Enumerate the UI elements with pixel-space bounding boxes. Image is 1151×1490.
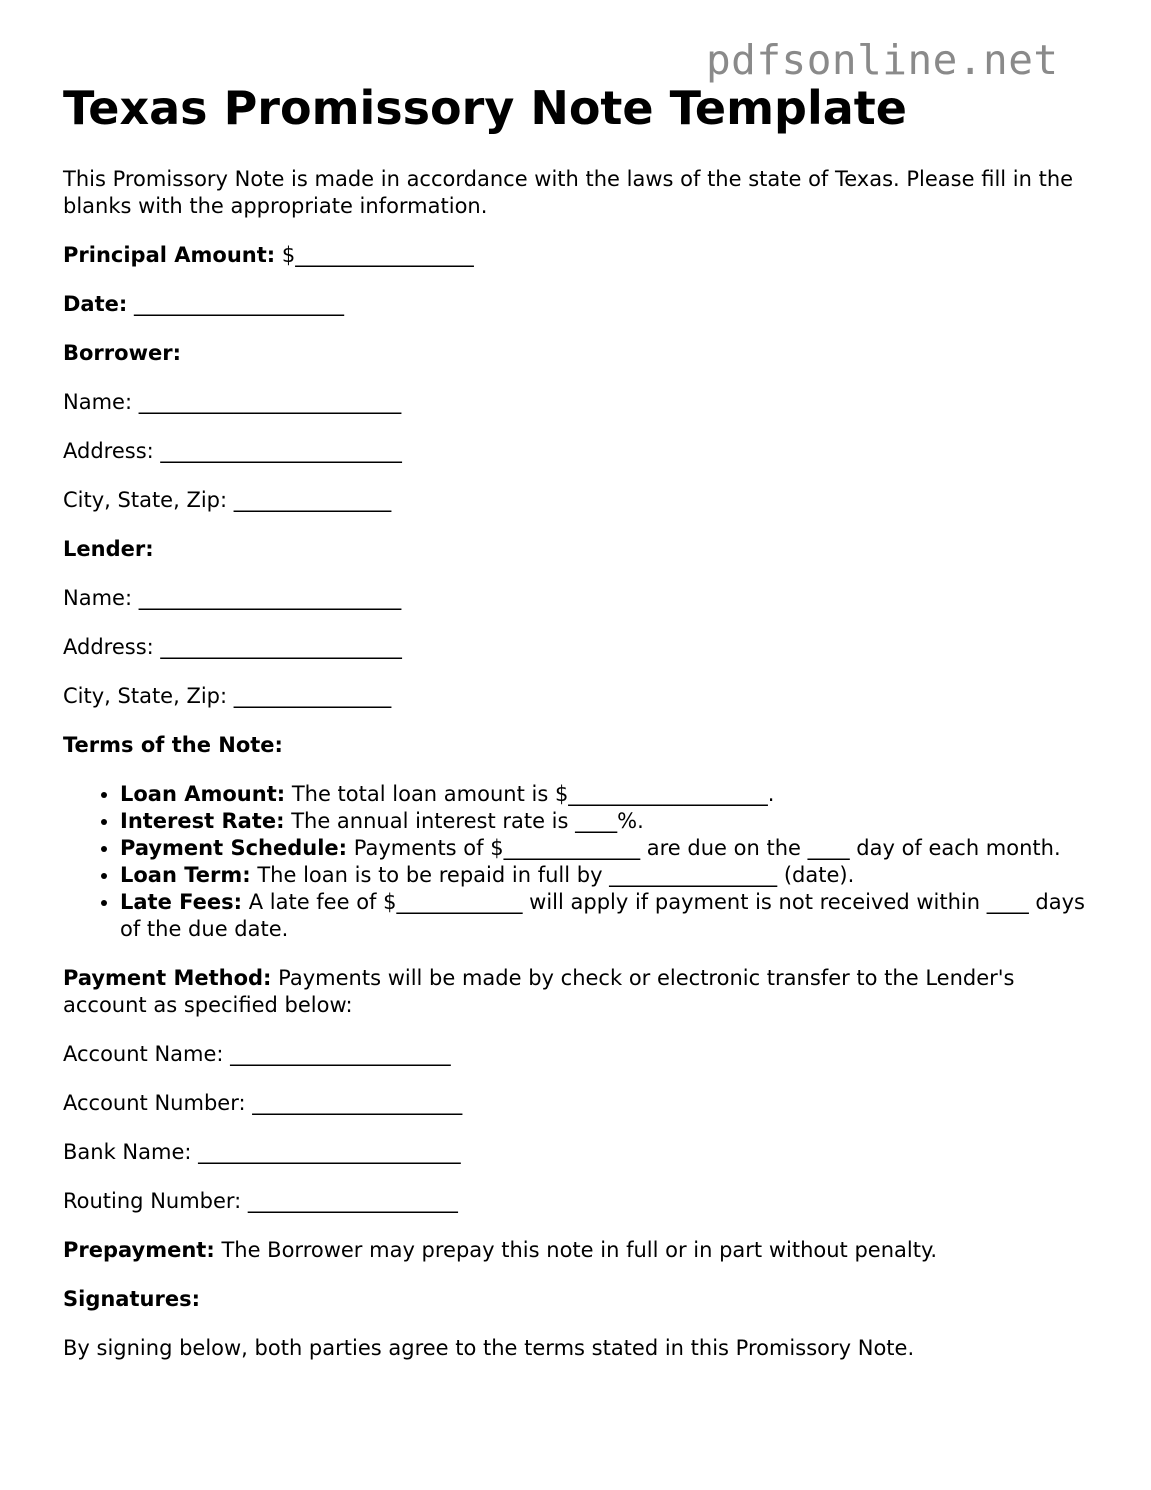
borrower-heading-text: Borrower: xyxy=(63,341,181,365)
signatures-heading-text: Signatures: xyxy=(63,1287,200,1311)
bank-name-field: Bank Name: _________________________ xyxy=(63,1140,461,1164)
prepayment-label: Prepayment: xyxy=(63,1238,215,1262)
prepayment-paragraph xyxy=(63,1237,1093,1264)
lender-address-field: Address: _______________________ xyxy=(63,635,402,659)
watermark: pdfsonline.net xyxy=(706,36,1059,84)
date-field xyxy=(63,291,1093,318)
payment-method-label: Payment Method: xyxy=(63,966,272,990)
principal-amount-label: Principal Amount: xyxy=(63,243,276,267)
terms-list xyxy=(63,781,1093,943)
date-label: Date: xyxy=(63,292,128,316)
lender-city-field: City, State, Zip: _______________ xyxy=(63,684,392,708)
terms-heading xyxy=(63,732,1093,759)
term-text: The annual interest rate is ____%. xyxy=(291,809,644,833)
document-page xyxy=(63,80,1093,1362)
list-item-payment-schedule xyxy=(120,835,1093,862)
term-label: Late Fees: xyxy=(120,890,243,914)
lender-heading-text: Lender: xyxy=(63,537,154,561)
borrower-name-field: Name: _________________________ xyxy=(63,390,402,414)
date-blank: ____________________ xyxy=(133,292,344,316)
signatures-text: By signing below, both parties agree to the terms stated in this Promissory Note. xyxy=(63,1336,915,1360)
account-name-field: Account Name: _____________________ xyxy=(63,1042,451,1066)
principal-amount-field xyxy=(63,242,1093,269)
payment-method-paragraph xyxy=(63,965,1093,1019)
term-text: The loan is to be repaid in full by ________________ (date). xyxy=(257,863,855,887)
prepayment-text: The Borrower may prepay this note in full or in part without penalty. xyxy=(221,1238,938,1262)
account-number-field: Account Number: ____________________ xyxy=(63,1091,463,1115)
list-item-loan-amount xyxy=(120,781,1093,808)
page-title: Texas Promissory Note Template xyxy=(63,81,907,135)
intro-text: This Promissory Note is made in accordance with the laws of the state of Texas. Please fill in the blanks with the appropriate information. xyxy=(63,167,1074,218)
lender-heading xyxy=(63,536,1093,563)
payment-method-text: Payments will be made by check or electronic transfer to the Lender's account as specified below: xyxy=(63,966,1015,1017)
term-text: The total loan amount is $___________________. xyxy=(291,782,775,806)
term-label: Payment Schedule: xyxy=(120,836,348,860)
signatures-heading xyxy=(63,1286,1093,1313)
principal-amount-blank: $_________________ xyxy=(281,243,474,267)
terms-heading-text: Terms of the Note: xyxy=(63,733,283,757)
term-text: Payments of $_____________ are due on the ____ day of each month. xyxy=(353,836,1061,860)
term-label: Loan Term: xyxy=(120,863,251,887)
routing-number-field: Routing Number: ____________________ xyxy=(63,1189,458,1213)
term-label: Loan Amount: xyxy=(120,782,286,806)
borrower-city-field: City, State, Zip: _______________ xyxy=(63,488,392,512)
list-item-interest-rate xyxy=(120,808,1093,835)
lender-name-field: Name: _________________________ xyxy=(63,586,402,610)
list-item-late-fees xyxy=(120,889,1093,943)
list-item-loan-term xyxy=(120,862,1093,889)
term-label: Interest Rate: xyxy=(120,809,285,833)
borrower-heading xyxy=(63,340,1093,367)
borrower-address-field: Address: _______________________ xyxy=(63,439,402,463)
term-text: A late fee of $____________ will apply if payment is not received within ____ days of the due date. xyxy=(120,890,1085,941)
